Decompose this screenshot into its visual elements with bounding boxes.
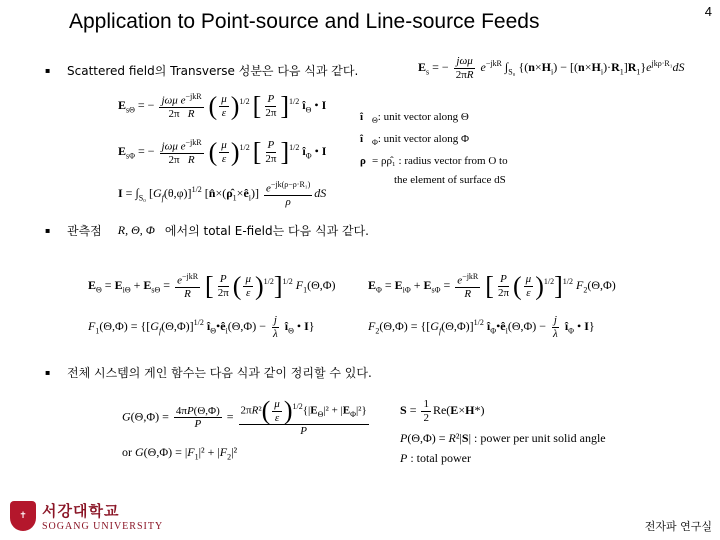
f2-equation: $F_2(\Theta,\Phi) = \{[G_f(\Theta,\Phi)]^{1/2}$ $î_\Phi•ê_i(\Theta,\Phi)$ − $\frac{j}{\lambda}$ $î_\Phi$ • I}	[368, 314, 595, 340]
total-power-label: : total power	[410, 451, 471, 465]
e-s-phi-equation: $E_{s\Phi}$ = − $\frac{j\omega\mu e^{-jkR}}{\text{2π R}}$ ( $\frac{\mu}{\varepsilon}$ )$^{1/2}$ [ $\frac{P}{2\pi}$ ]$^{1/2}$ $î_\Phi$ • I	[118, 137, 327, 167]
bullet-1-text: Scattered field의 Transverse 성분은 다음 식과 같다.	[67, 64, 359, 78]
definitions-list	[360, 108, 508, 190]
power-per-solid-angle-label: : power per unit solid angle	[473, 431, 606, 445]
poynting-equation: S = $\frac{1}{2}$ Re(E×H*)	[400, 398, 485, 424]
page-number: 4	[704, 4, 712, 19]
university-emblem-icon: ✝	[10, 501, 36, 531]
bullet-3	[45, 364, 372, 381]
definition-radius-vector: ρ = ρρ̂₁ : radius vector from O to	[360, 155, 508, 168]
page-title: Application to Point-source and Line-source Feeds	[69, 10, 540, 33]
e-theta-total-equation: $E_\Theta = E_{i\Theta} + E_{s\Theta}$ = $\frac{e^{-jkR}}{R}$ [ $\frac{P}{2\pi}$ ( $\frac{\mu}{\varepsilon}$ )$^{1/2}$]$^{1/2}$ $F_1(\Theta,\Phi)$	[88, 271, 336, 301]
scattered-field-equation: $E_s$ = − $\frac{\text{jωμ}}{2\pi R}$ $e^{-jkR}$ $\int_{S_0}$ $\{(n\times H_i) - [(n\times H_i)\cdot R_1]R_1\}e^{jk\rho\cdot R_1}dS$	[418, 55, 685, 81]
power-per-solid-angle: P(Θ,Φ) = R²|S| : power per unit solid angle	[400, 431, 606, 445]
university-logo	[10, 500, 163, 532]
bullet-2-text-after: 에서의 total E-field는 다음 식과 같다.	[164, 224, 369, 238]
bullet-marker: ▪	[45, 66, 51, 75]
current-integral-equation: $I = \int_{S_0}$ $[G_f(\theta,\varphi)]^{1/2}$ $[n̂\times(\rhô_1\times ê_i)]$ $\frac{e^{-jk(\rho-\rho\cdot R_1)}}{\rho}$ dS	[118, 180, 327, 209]
bullet-marker: ▪	[45, 368, 51, 377]
bullet-2	[45, 222, 369, 239]
observation-point-variable: R, Θ, Φ	[117, 223, 155, 237]
definition-surface-element: the element of surface dS	[394, 174, 506, 187]
bullet-1	[45, 62, 358, 79]
logo-korean-name: 서강대학교	[42, 502, 120, 520]
e-s-theta-equation: $E_{s\Theta}$ = − $\frac{j\omega\mu e^{-jkR}}{\text{2π R}}$ ( $\frac{\mu}{\varepsilon}$ )$^{1/2}$ [ $\frac{P}{2\pi}$ ]$^{1/2}$ $î_\Theta$ • I	[118, 91, 327, 121]
bullet-3-text: 전체 시스템의 게인 함수는 다음 식과 같이 정리할 수 있다.	[67, 366, 372, 380]
definition-unit-theta: î $_\Theta$: unit vector along Θ	[360, 111, 469, 126]
logo-english-name: SOGANG UNIVERSITY	[42, 521, 164, 532]
definition-unit-phi: î $_\Phi$: unit vector along Φ	[360, 133, 469, 148]
bullet-marker: ▪	[45, 226, 51, 235]
bullet-2-text-before: 관측점	[67, 224, 102, 238]
gain-function-equation: G(Θ,Φ) = $\frac{4\pi P(\Theta,\Phi)}{P}$ = 2πR²( $\frac{\mu}{\varepsilon}$ )$^{1/2}\{|E_\Theta|^2 + |E_\Phi|^2\}$ P	[122, 396, 367, 438]
total-power: P : total power	[400, 451, 471, 465]
gain-function-alt-equation: or $G(\Theta,\Phi) = |F_1|^2 + |F_2|^2$	[122, 445, 238, 462]
lab-name: 전자파 연구실	[644, 520, 712, 533]
e-phi-total-equation: $E_\Phi = E_{i\Phi} + E_{s\Phi}$ = $\frac{e^{-jkR}}{R}$ [ $\frac{P}{2\pi}$ ( $\frac{\mu}{\varepsilon}$ )$^{1/2}$]$^{1/2}$ $F_2(\Theta,\Phi)$	[368, 271, 616, 301]
f1-equation: $F_1(\Theta,\Phi) = \{[G_f(\Theta,\Phi)]^{1/2}$ $î_\Theta•ê_i(\Theta,\Phi)$ − $\frac{j}{\lambda}$ $î_\Theta$ • I}	[88, 314, 315, 340]
